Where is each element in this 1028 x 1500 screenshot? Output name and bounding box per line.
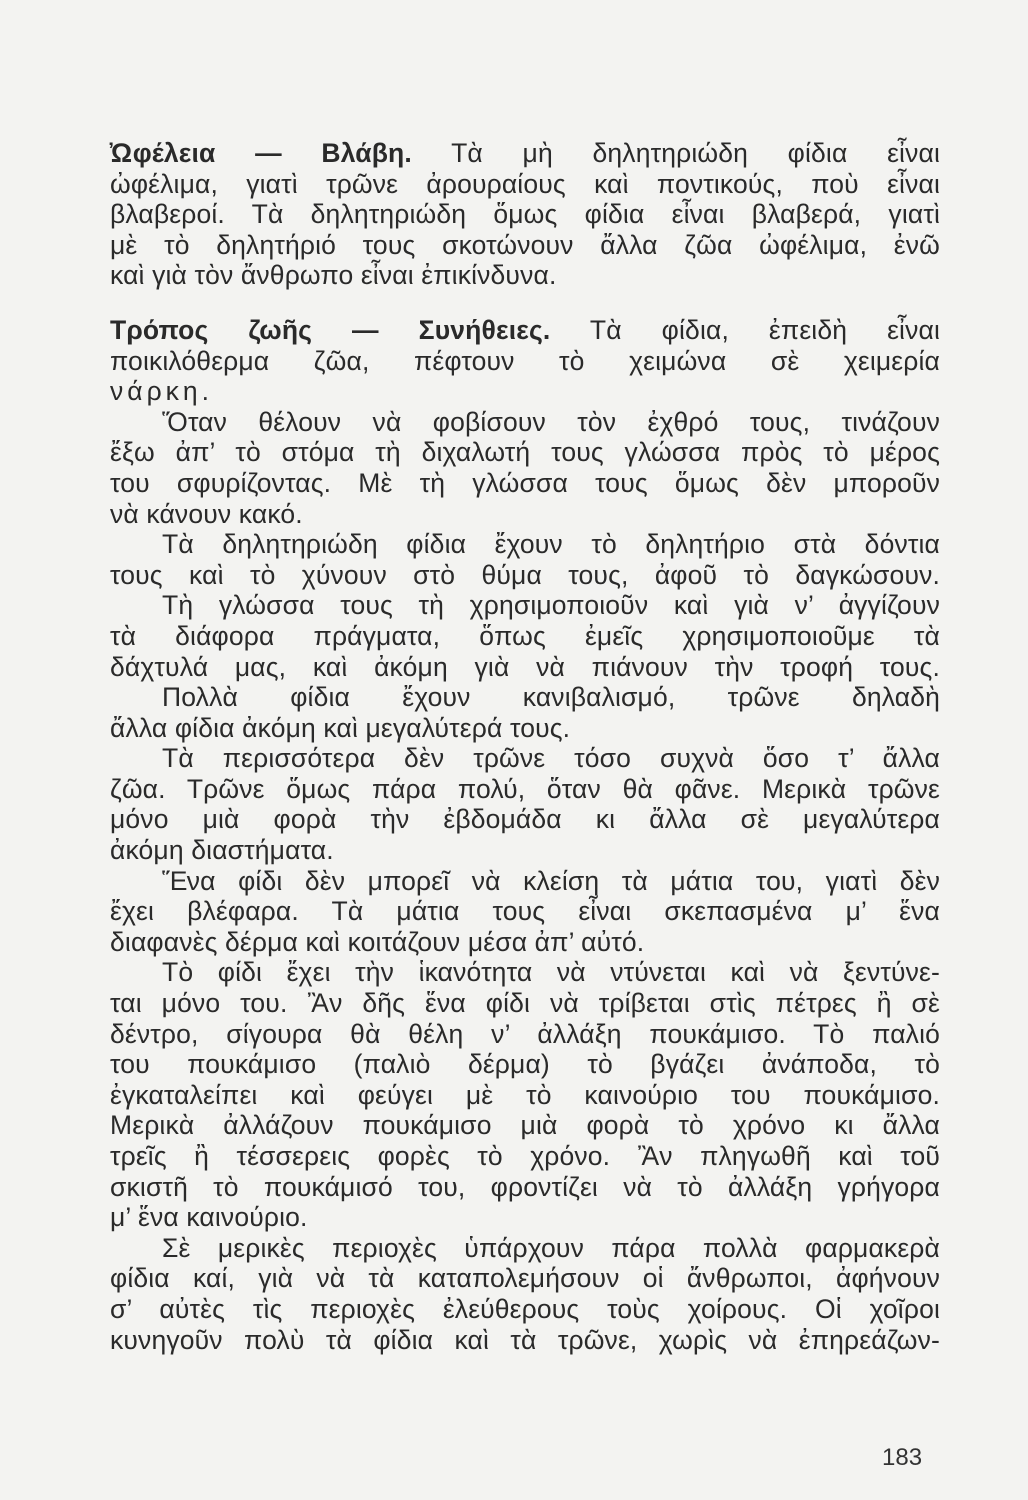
section-line: ἔξω ἀπ’ τὸ στόμα τὴ διχαλωτή τους γλώσσα πρὸς τὸ μέρος: [110, 437, 940, 468]
section-line: σ’ αὐτὲς τὶς περιοχὲς ἐλεύθερους τοὺς χοίρους. Οἱ χοῖροι: [110, 1293, 940, 1324]
section-line: του σφυρίζοντας. Μὲ τὴ γλώσσα τους ὅμως δὲν μποροῦν: [110, 467, 940, 498]
section-line: καὶ γιὰ τὸν ἄνθρωπο εἶναι ἐπικίνδυνα.: [110, 260, 557, 291]
section-line: σκιστῆ τὸ πουκάμισό του, φροντίζει νὰ τὸ ἀλλάξη γρήγορα: [110, 1171, 940, 1202]
section-line: [110, 138, 940, 169]
section-line: νὰ κάνουν κακό.: [110, 498, 303, 529]
section-line: ὠφέλιμα, γιατὶ τρῶνε ἀρουραίους καὶ ποντικούς, ποὺ εἶναι: [110, 168, 940, 199]
section-line: νάρκη.: [110, 376, 213, 407]
section-line: τρεῖς ἢ τέσσερεις φορὲς τὸ χρόνο. Ἂν πληγωθῆ καὶ τοῦ: [110, 1141, 940, 1171]
section-line: Ὅταν θέλουν νὰ φοβίσουν τὸν ἐχθρό τους, τινάζουν: [162, 406, 940, 437]
section-line: Τὰ δηλητηριώδη φίδια ἔχουν τὸ δηλητήριο στὰ δόντια: [162, 529, 940, 560]
section-line: Πολλὰ φίδια ἔχουν κανιβαλισμό, τρῶνε δηλαδὴ: [162, 682, 940, 713]
section-line: φίδια καί, γιὰ νὰ τὰ καταπολεμήσουν οἱ ἄνθρωποι, ἀφήνουν: [110, 1263, 940, 1294]
section-heading: Ὠφέλεια — Βλάβη.: [110, 138, 412, 168]
section-line: βλαβεροί. Τὰ δηλητηριώδη ὅμως φίδια εἶναι βλαβερά, γιατὶ: [110, 199, 940, 230]
page-text: [110, 138, 940, 1355]
section-line: τους καὶ τὸ χύνουν στὸ θύμα τους, ἀφοῦ τὸ δαγκώσουν.: [110, 559, 940, 590]
section-line: Ἕνα φίδι δὲν μπορεῖ νὰ κλείση τὰ μάτια του, γιατὶ δὲν: [162, 865, 940, 896]
section-line: τὰ διάφορα πράγματα, ὅπως ἐμεῖς χρησιμοποιοῦμε τὰ: [110, 620, 940, 651]
section-line: διαφανὲς δέρμα καὶ κοιτάζουν μέσα ἀπ’ αὐτό.: [110, 926, 645, 957]
section-line: ἄλλα φίδια ἀκόμη καὶ μεγαλύτερά τους.: [110, 712, 571, 743]
section-line: του πουκάμισο (παλιὸ δέρμα) τὸ βγάζει ἀνάποδα, τὸ: [110, 1049, 940, 1080]
section-line: Μερικὰ ἀλλάζουν πουκάμισο μιὰ φορὰ τὸ χρόνο κι ἄλλα: [110, 1110, 940, 1141]
section-line-text: Τὰ μὴ δηλητηριώδη φίδια εἶναι: [411, 138, 940, 168]
section-line: ποικιλόθερμα ζῶα, πέφτουν τὸ χειμώνα σὲ χειμερία: [110, 345, 940, 376]
section-line: κυνηγοῦν πολὺ τὰ φίδια καὶ τὰ τρῶνε, χωρὶς νὰ ἐπηρεάζων-: [110, 1324, 940, 1355]
page-number: 183: [882, 1444, 923, 1471]
section-line: μ’ ἕνα καινούριο.: [110, 1202, 308, 1233]
section-line: Τὰ περισσότερα δὲν τρῶνε τόσο συχνὰ ὅσο τ’ ἄλλα: [162, 743, 940, 774]
section-line: ἀκόμη διαστήματα.: [110, 835, 334, 866]
section-heading: Τρόπος ζωῆς — Συνήθειες.: [110, 314, 551, 345]
section-line: δέντρο, σίγουρα θὰ θέλη ν’ ἀλλάξη πουκάμισο. Τὸ παλιό: [110, 1018, 940, 1049]
section-line: ζῶα. Τρῶνε ὅμως πάρα πολύ, ὅταν θὰ φᾶνε. Μερικὰ τρῶνε: [110, 773, 940, 804]
section-line: ἐγκαταλείπει καὶ φεύγει μὲ τὸ καινούριο του πουκάμισο.: [110, 1079, 940, 1110]
section-line: μὲ τὸ δηλητήριό τους σκοτώνουν ἄλλα ζῶα ὠφέλιμα, ἐνῶ: [110, 229, 940, 260]
section-line: ἔχει βλέφαρα. Τὰ μάτια τους εἶναι σκεπασμένα μ’ ἕνα: [110, 896, 940, 927]
section-line: [110, 315, 940, 346]
section-line: Σὲ μερικὲς περιοχὲς ὑπάρχουν πάρα πολλὰ φαρμακερὰ: [162, 1232, 940, 1263]
section-line: Τὴ γλώσσα τους τὴ χρησιμοποιοῦν καὶ γιὰ ν’ ἀγγίζουν: [162, 590, 940, 621]
section-line: μόνο μιὰ φορὰ τὴν ἐβδομάδα κι ἄλλα σὲ μεγαλύτερα: [110, 804, 940, 835]
section-line: Τὸ φίδι ἔχει τὴν ἱκανότητα νὰ ντύνεται καὶ νὰ ξεντύνε-: [162, 957, 940, 988]
section-line-text: Τὰ φίδια, ἐπειδὴ εἶναι: [550, 314, 940, 345]
section-line: δάχτυλά μας, καὶ ἀκόμη γιὰ νὰ πιάνουν τὴν τροφή τους.: [110, 651, 940, 682]
section-benefit-harm: [110, 138, 940, 291]
section-line: ται μόνο του. Ἂν δῆς ἕνα φίδι νὰ τρίβεται στὶς πέτρες ἢ σὲ: [110, 988, 940, 1019]
section-way-of-life: [110, 315, 940, 1355]
